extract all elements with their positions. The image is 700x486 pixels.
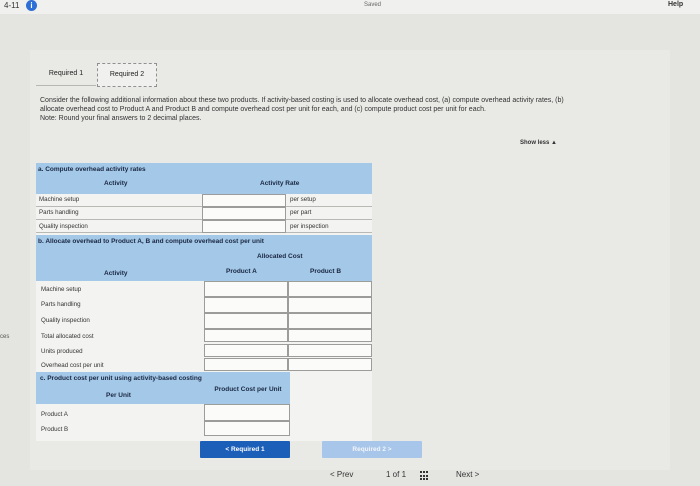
saved-status: Saved bbox=[364, 2, 382, 8]
b-row-label: Units produced bbox=[41, 348, 83, 355]
cost-product-b[interactable] bbox=[204, 421, 290, 436]
total-a[interactable] bbox=[204, 329, 288, 342]
a-row-label: Machine setup bbox=[39, 196, 80, 203]
b-row-label: Quality inspection bbox=[41, 317, 90, 324]
prev-button[interactable]: < Prev bbox=[330, 470, 354, 479]
help-link[interactable]: Help bbox=[668, 1, 684, 8]
info-icon[interactable]: i bbox=[26, 0, 37, 11]
section-b-title: b. Allocate overhead to Product A, B and compute overhead cost per unit bbox=[38, 238, 264, 245]
c-row-label: Product B bbox=[41, 426, 69, 433]
a-row-label: Quality inspection bbox=[39, 223, 88, 230]
alloc-b-parts-handling[interactable] bbox=[288, 297, 372, 313]
a-row-unit: per setup bbox=[290, 196, 316, 203]
section-b-col-product-a: Product A bbox=[226, 268, 257, 275]
ohpu-a[interactable] bbox=[204, 358, 288, 371]
alloc-a-machine-setup[interactable] bbox=[204, 281, 288, 297]
tab-required-1[interactable]: Required 1 bbox=[36, 63, 96, 86]
alloc-b-quality-inspection[interactable] bbox=[288, 313, 372, 329]
alloc-a-parts-handling[interactable] bbox=[204, 297, 288, 313]
units-a[interactable] bbox=[204, 344, 288, 357]
question-number: 4-11 bbox=[4, 1, 20, 10]
section-c-col-per-unit: Per Unit bbox=[106, 392, 131, 399]
ohpu-b[interactable] bbox=[288, 358, 372, 371]
cost-product-a[interactable] bbox=[204, 404, 290, 421]
section-a-col-rate: Activity Rate bbox=[260, 180, 300, 187]
next-button[interactable]: Next > bbox=[456, 470, 480, 479]
a-row-unit: per inspection bbox=[290, 223, 329, 230]
section-a-col-activity: Activity bbox=[104, 180, 128, 187]
rate-input-parts-handling[interactable] bbox=[202, 207, 286, 220]
tab-required-2[interactable]: Required 2 bbox=[97, 63, 157, 87]
section-b-col-activity: Activity bbox=[104, 270, 128, 277]
section-b-col-product-b: Product B bbox=[310, 268, 342, 275]
required-1-button[interactable]: < Required 1 bbox=[200, 441, 290, 458]
rate-input-machine-setup[interactable] bbox=[202, 194, 286, 207]
show-less-link[interactable]: Show less ▲ bbox=[520, 140, 557, 146]
grid-icon[interactable] bbox=[420, 471, 430, 481]
instructions-note: Note: Round your final answers to 2 decimal places. bbox=[40, 115, 202, 122]
alloc-a-quality-inspection[interactable] bbox=[204, 313, 288, 329]
section-c-title: c. Product cost per unit using activity-based costing bbox=[40, 375, 202, 382]
a-row-unit: per part bbox=[290, 209, 312, 216]
b-row-label: Overhead cost per unit bbox=[41, 362, 104, 369]
required-2-button[interactable]: Required 2 > bbox=[322, 441, 422, 458]
top-bar bbox=[0, 0, 700, 14]
b-row-label: Parts handling bbox=[41, 301, 81, 308]
section-c-col-cost: Product Cost per Unit bbox=[214, 386, 282, 393]
left-edge-text: ces bbox=[0, 334, 10, 340]
allocated-cost-header: Allocated Cost bbox=[257, 253, 303, 260]
total-b[interactable] bbox=[288, 329, 372, 342]
page-indicator: 1 of 1 bbox=[386, 470, 407, 479]
a-row-label: Parts handling bbox=[39, 209, 79, 216]
section-a-title: a. Compute overhead activity rates bbox=[38, 166, 146, 173]
instructions-text: Consider the following additional information about these two products. If activity-based costing is used to allocate overhead cost, (a) compute overhead activity rates, (b) allocate overhead cost to Product A and Product B and compute overhead cost per unit for each, and (c) compute product cost per unit for each. bbox=[40, 97, 564, 113]
instructions bbox=[40, 96, 580, 123]
b-row-label: Total allocated cost bbox=[41, 333, 94, 340]
rate-input-quality-inspection[interactable] bbox=[202, 220, 286, 233]
b-row-label: Machine setup bbox=[41, 286, 82, 293]
c-row-label: Product A bbox=[41, 411, 68, 418]
units-b[interactable] bbox=[288, 344, 372, 357]
alloc-b-machine-setup[interactable] bbox=[288, 281, 372, 297]
